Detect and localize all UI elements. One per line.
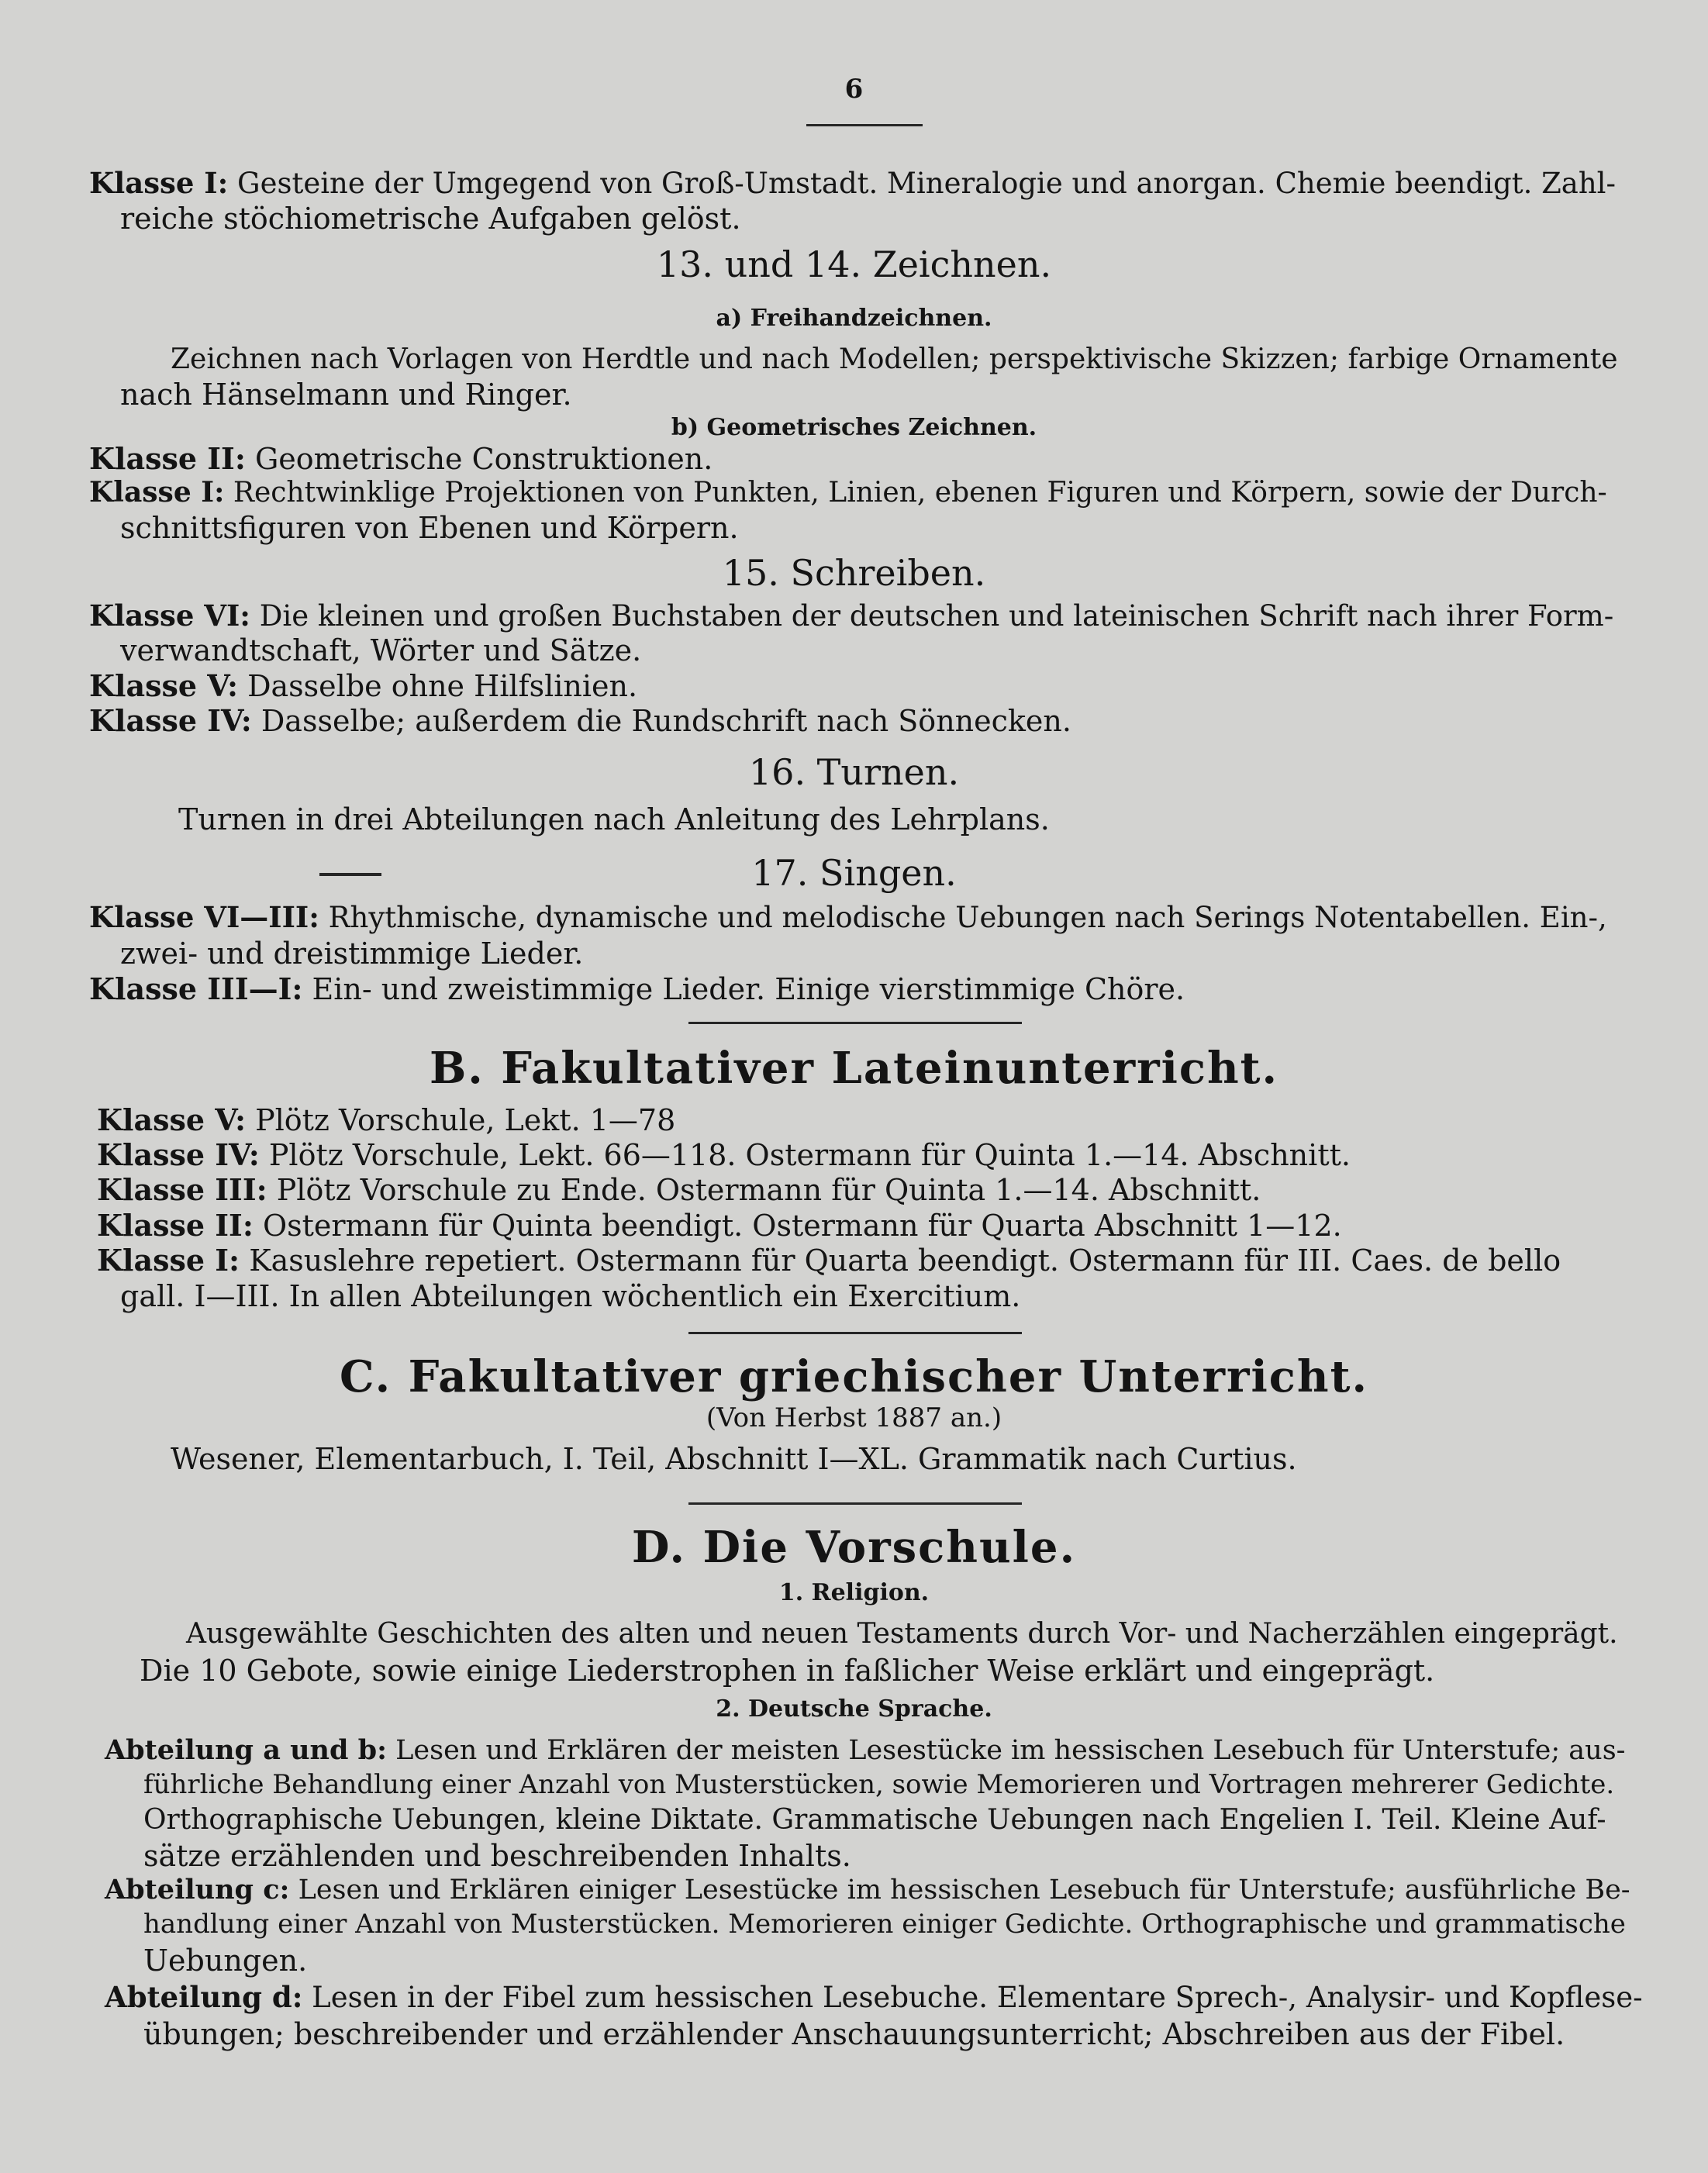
class-label: Klasse I: (97, 1243, 240, 1278)
text-line (140, 1654, 1435, 1688)
class-label: Klasse III—I: (89, 971, 303, 1006)
line-text: handlung einer Anzahl von Musterstücken. Memorieren einiger Gedichte. Orthographische und grammatische (143, 1909, 1626, 1940)
text-line (186, 1620, 1618, 1648)
class-label: Klasse I: (89, 476, 225, 509)
division-label: Abteilung d: (105, 1980, 303, 2014)
class-label: Klasse IV: (89, 703, 252, 738)
subheading-religion: 1. Religion. (778, 1579, 930, 1606)
section-title-latein: B. Fakultativer Lateinunterricht. (429, 1043, 1279, 1094)
text-line (89, 598, 1614, 633)
line-text: Uebungen. (143, 1944, 308, 1978)
text-line (120, 936, 584, 971)
text-line (120, 513, 739, 543)
line-text: Ein- und zweistimmige Lieder. Einige vierstimmige Chöre. (312, 972, 1185, 1006)
line-text: verwandtschaft, Wörter und Sätze. (120, 633, 642, 667)
section-title-vorschule: D. Die Vorschule. (631, 1522, 1077, 1573)
line-text: Rechtwinklige Projektionen von Punkten, Linien, ebenen Figuren und Körpern, sowie der Durch- (233, 477, 1607, 509)
text-line (97, 1208, 1342, 1243)
text-line (120, 633, 642, 667)
line-text: Orthographische Uebungen, kleine Diktate. Grammatische Uebungen nach Engelien I. Teil. Kleine Auf- (143, 1804, 1606, 1836)
line-text: führliche Behandlung einer Anzahl von Musterstücken, sowie Memorieren und Vortragen mehrerer Gedichte. (143, 1769, 1615, 1800)
class-label: Klasse V: (89, 668, 238, 703)
class-label: Klasse VI: (89, 598, 250, 633)
section-divider (688, 1332, 1022, 1334)
section-title-griechisch: C. Fakultativer griechischer Unterricht. (340, 1351, 1368, 1402)
class-label: Klasse VI—III: (89, 900, 319, 934)
note-herbst: (Von Herbst 1887 an.) (706, 1402, 1002, 1433)
line-text: gall. I—III. In allen Abteilungen wöchentlich ein Exercitium. (120, 1279, 1021, 1313)
line-text: Gesteine der Umgegend von Groß-Umstadt. Mineralogie und anorgan. Chemie beendigt. Zahl- (237, 167, 1617, 200)
line-text: Lesen und Erklären der meisten Lesestücke im hessischen Lesebuch für Unterstufe; aus- (395, 1735, 1626, 1766)
text-line (97, 1243, 1561, 1278)
line-text: Wesener, Elementarbuch, I. Teil, Abschnitt I—XL. Grammatik nach Curtius. (171, 1442, 1297, 1476)
text-line (143, 1806, 1606, 1834)
text-line (143, 1771, 1614, 1798)
subheading-freihandzeichnen: a) Freihandzeichnen. (716, 305, 992, 332)
page-number: 6 (844, 74, 864, 105)
line-text: Plötz Vorschule zu Ende. Ostermann für Quinta 1.—14. Abschnitt. (276, 1173, 1261, 1207)
text-line (89, 971, 1185, 1006)
line-text: Plötz Vorschule, Lekt. 66—118. Ostermann für Quinta 1.—14. Abschnitt. (268, 1138, 1351, 1172)
text-line (105, 1734, 1626, 1766)
class-label: Klasse II: (89, 441, 246, 476)
text-line (143, 1909, 1626, 1940)
text-line (171, 1444, 1297, 1474)
line-text: Lesen und Erklären einiger Lesestücke im hessischen Lesebuch für Unterstufe; ausführliche Be- (298, 1875, 1630, 1906)
class-label: Klasse II: (97, 1208, 254, 1243)
section-heading-turnen: 16. Turnen. (748, 751, 960, 793)
line-text: Ostermann für Quinta beendigt. Ostermann für Quarta Abschnitt 1—12. (262, 1209, 1342, 1243)
line-text: Dasselbe; außerdem die Rundschrift nach Sönnecken. (261, 704, 1071, 738)
section-heading-zeichnen: 13. und 14. Zeichnen. (656, 243, 1052, 285)
section-divider (688, 1502, 1022, 1505)
class-label: Klasse IV: (97, 1137, 260, 1172)
line-text: zwei- und dreistimmige Lieder. (120, 936, 584, 971)
line-text: schnittsfiguren von Ebenen und Körpern. (120, 511, 739, 545)
line-text: Die kleinen und großen Buchstaben der deutschen und lateinischen Schrift nach ihrer Form- (259, 599, 1614, 633)
line-text: Plötz Vorschule, Lekt. 1—78 (255, 1103, 676, 1137)
page-number-rule (806, 124, 923, 126)
text-line (89, 703, 1071, 738)
text-line (105, 1980, 1643, 2014)
text-line (143, 1944, 308, 1978)
section-divider (688, 1022, 1022, 1024)
line-text: Kasuslehre repetiert. Ostermann für Quarta beendigt. Ostermann für III. Caes. de bello (249, 1243, 1561, 1278)
text-line (89, 166, 1617, 200)
line-text: Dasselbe ohne Hilfslinien. (247, 669, 638, 703)
text-line (97, 1172, 1261, 1207)
text-line (89, 668, 638, 703)
text-line (97, 1137, 1351, 1172)
line-text: nach Hänselmann und Ringer. (120, 378, 572, 412)
text-line (143, 1841, 851, 1871)
text-line (178, 802, 1050, 836)
section-heading-singen: 17. Singen. (751, 852, 957, 894)
text-line (105, 1876, 1630, 1904)
division-label: Abteilung a und b: (105, 1734, 388, 1766)
section-heading-schreiben: 15. Schreiben. (722, 552, 986, 594)
division-label: Abteilung c: (105, 1874, 290, 1906)
class-label: Klasse I: (89, 166, 229, 200)
line-text: Rhythmische, dynamische und melodische Uebungen nach Serings Notentabellen. Ein-, (328, 901, 1607, 934)
text-line (89, 900, 1607, 934)
line-text: Geometrische Construktionen. (254, 442, 713, 476)
text-line (120, 1281, 1020, 1311)
text-line (120, 378, 572, 412)
subheading-deutsche-sprache: 2. Deutsche Sprache. (716, 1695, 992, 1723)
line-text: Turnen in drei Abteilungen nach Anleitung des Lehrplans. (178, 802, 1050, 836)
class-label: Klasse III: (97, 1172, 267, 1207)
text-line (97, 1102, 676, 1137)
line-text: Die 10 Gebote, sowie einige Liederstrophen in faßlicher Weise erklärt und eingeprägt. (140, 1654, 1435, 1688)
text-line (171, 343, 1618, 375)
subheading-geometrisches-zeichnen: b) Geometrisches Zeichnen. (671, 414, 1037, 441)
line-text: sätze erzählenden und beschreibenden Inhalts. (143, 1839, 851, 1873)
line-text: übungen; beschreibender und erzählender Anschauungsunterricht; Abschreiben aus der Fibel. (143, 2017, 1565, 2051)
class-label: Klasse V: (97, 1102, 246, 1137)
line-text: Lesen in der Fibel zum hessischen Lesebuche. Elementare Sprech-, Analysir- und Kopflese- (312, 1981, 1643, 2014)
line-text: reiche stöchiometrische Aufgaben gelöst. (120, 202, 741, 236)
text-line (89, 441, 713, 476)
line-text: Ausgewählte Geschichten des alten und neuen Testaments durch Vor- und Nacherzählen eingeprägt. (186, 1618, 1618, 1650)
text-line (143, 2017, 1565, 2051)
text-line (120, 202, 741, 236)
line-text: Zeichnen nach Vorlagen von Herdtle und nach Modellen; perspektivische Skizzen; farbige Ornamente (171, 343, 1618, 375)
text-line (89, 478, 1607, 507)
